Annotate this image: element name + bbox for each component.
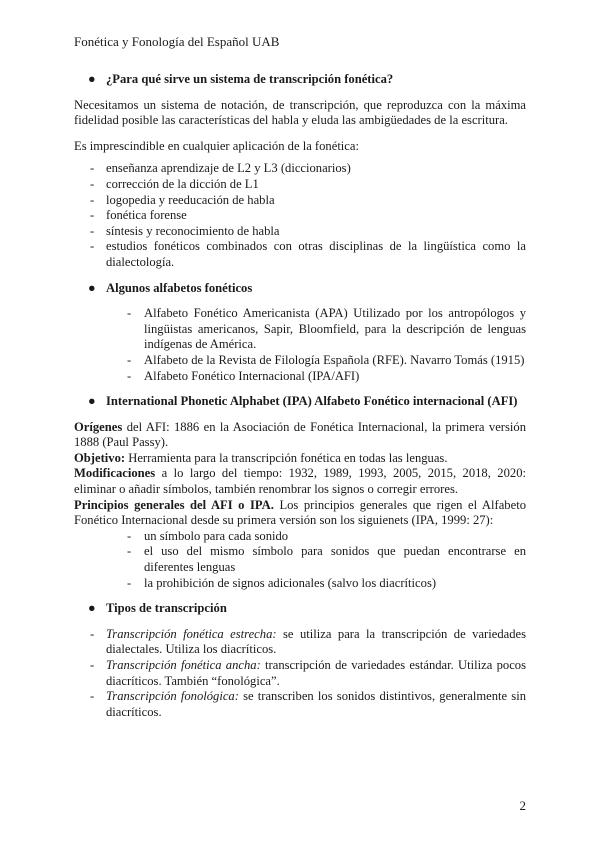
objective-paragraph: Objetivo: Herramienta para la transcripción fonética en todas las lenguas.: [74, 450, 448, 465]
bullet-dot: ●: [88, 72, 96, 86]
list-item: - estudios fonéticos combinados con otras disciplinas de la lingüística como la dialectología.: [90, 239, 526, 269]
origins-paragraph: Orígenes del AFI: 1886 en la Asociación de Fonética Internacional, la primera versión 1888 (Paul Passy).: [74, 419, 526, 450]
list-item: - Transcripción fonética ancha: transcripción de variedades estándar. Utiliza pocos diacríticos. También “fonológica”.: [90, 658, 526, 688]
list-item: - Transcripción fonética estrecha: se utiliza para la transcripción de variedades dialectales. Utiliza los diacríticos.: [90, 626, 526, 657]
section-heading-3: ● International Phonetic Alphabet (IPA) Alfabeto Fonético internacional (AFI): [88, 394, 518, 409]
transcription-types-list: [74, 627, 526, 721]
list-item: - logopedia y reeducación de habla: [90, 192, 275, 207]
section-heading-2: ● Algunos alfabetos fonéticos: [88, 280, 253, 295]
page-content: [74, 72, 526, 720]
principles-paragraph: Principios generales del AFI o IPA. Los principios generales que rigen el Alfabeto Fonético Internacional desde su primera versión son los siguienets (IPA, 1999: 27):: [74, 497, 526, 528]
bullet-dot: ●: [88, 394, 96, 409]
list-item: - un símbolo para cada sonido: [127, 528, 289, 543]
alphabet-list: [74, 306, 526, 384]
paragraph: Es imprescindible en cualquier aplicación de la fonética:: [74, 138, 359, 153]
list-item: - fonética forense: [90, 208, 187, 223]
bullet-dot: ●: [88, 280, 96, 295]
list-item: - corrección de la dicción de L1: [90, 176, 259, 191]
principles-list: [74, 529, 526, 591]
section-heading-1: ● ¿Para qué sirve un sistema de transcripción fonética?: [88, 72, 394, 86]
list-item: - Alfabeto de la Revista de Filología Española (RFE). Navarro Tomás (1915): [127, 352, 525, 367]
list-item: - Alfabeto Fonético Americanista (APA) Utilizado por los antropólogos y lingüistas americanos, Sapir, Bloomfield, para la descripción de lenguas indígenas de América.: [127, 306, 526, 352]
list-item: - la prohibición de signos adicionales (salvo los diacríticos): [127, 575, 437, 590]
page-header: Fonética y Fonología del Español UAB: [74, 34, 280, 49]
section-heading-4: ● Tipos de transcripción: [88, 601, 227, 616]
page-number: 2: [519, 798, 526, 813]
list-item: - Transcripción fonológica: se transcriben los sonidos distintivos, generalmente sin diacríticos.: [90, 689, 526, 719]
bullet-dot: ●: [88, 601, 96, 616]
list-item: - el uso del mismo símbolo para sonidos que puedan encontrarse en diferentes lenguas: [127, 544, 526, 575]
paragraph: Necesitamos un sistema de notación, de transcripción, que reproduzca con la máxima fidelidad posible las características del habla y eluda las ambigüedades de la escritura.: [74, 97, 526, 128]
list-item: - síntesis y reconocimiento de habla: [90, 223, 280, 238]
list-item: - Alfabeto Fonético Internacional (IPA/AFI): [127, 368, 360, 383]
application-list: [74, 161, 526, 270]
modifications-paragraph: Modificaciones a lo largo del tiempo: 1932, 1989, 1993, 2005, 2015, 2018, 2020: eliminar o añadir símbolos, también renombrar los signos o corregir errores.: [74, 466, 526, 497]
list-item: - enseñanza aprendizaje de L2 y L3 (diccionarios): [90, 161, 351, 176]
